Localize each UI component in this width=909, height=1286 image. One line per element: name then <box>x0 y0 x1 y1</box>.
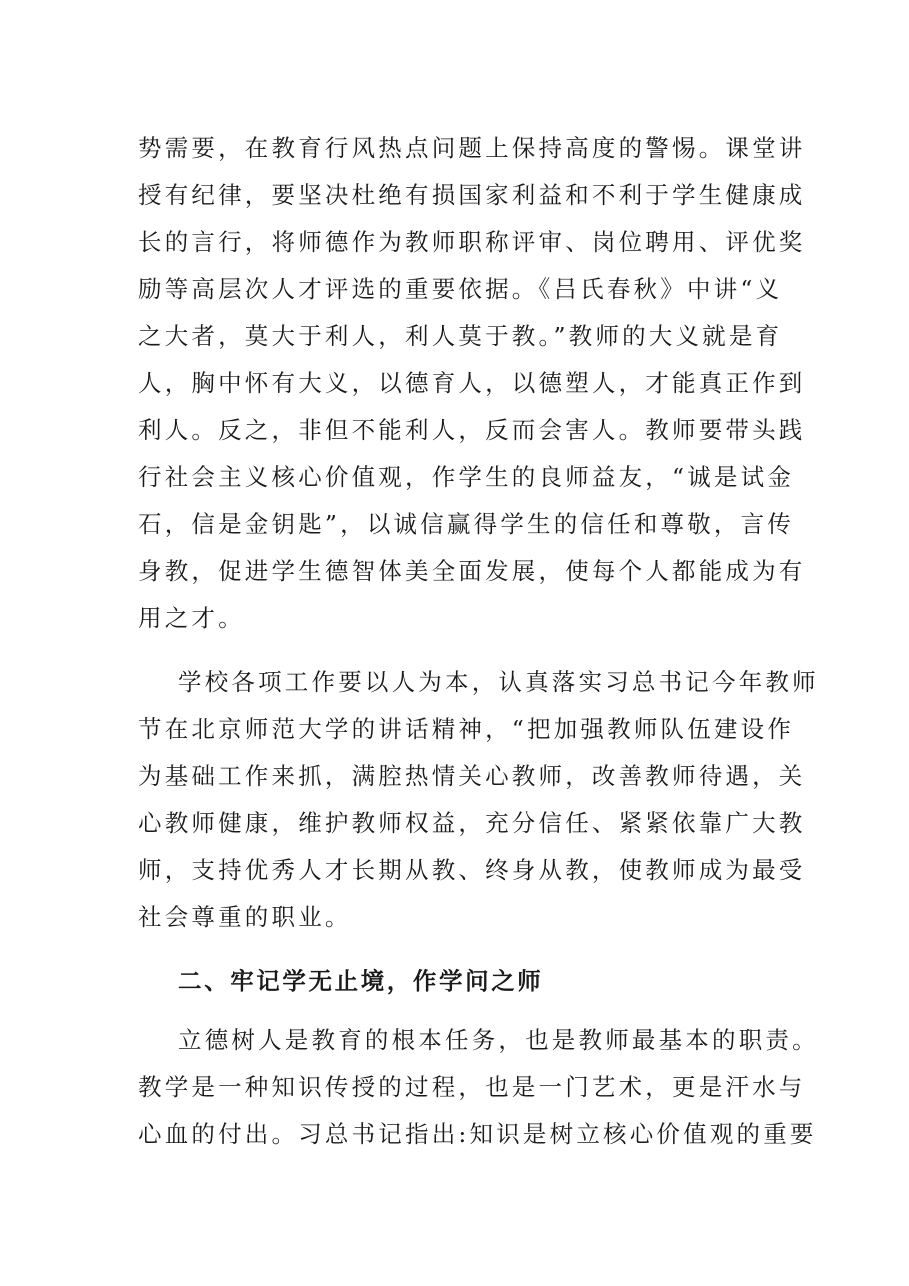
paragraph-2-line-3: 为基础工作来抓，满腔热情关心教师，改善教师待遇，关 <box>138 762 806 790</box>
paragraph-3-line-3: 心血的付出。习总书记指出:知识是树立核心价值观的重要 <box>138 1120 817 1148</box>
paragraph-1-line-7: 利人。反之，非但不能利人，反而会害人。教师要带头践 <box>138 416 806 444</box>
paragraph-3-line-1: 立德树人是教育的根本任务，也是教师最基本的职责。 <box>178 1026 819 1054</box>
paragraph-2-line-1: 学校各项工作要以人为本，认真落实习总书记今年教师 <box>178 668 819 696</box>
paragraph-2-line-5: 师，支持优秀人才长期从教、终身从教，使教师成为最受 <box>138 856 806 884</box>
paragraph-1-line-8: 行社会主义核心价值观，作学生的良师益友，“诚是试金 <box>138 463 795 491</box>
paragraph-1-line-4: 励等高层次人才评选的重要依据。《吕氏春秋》中讲“义 <box>138 275 783 303</box>
paragraph-1-line-5: 之大者，莫大于利人，利人莫于教。”教师的大义就是育 <box>138 322 783 350</box>
paragraph-2-line-2: 节在北京师范大学的讲话精神，“把加强教师队伍建设作 <box>138 715 795 743</box>
paragraph-2-line-6: 社会尊重的职业。 <box>138 903 352 931</box>
paragraph-1-line-10: 身教，促进学生德智体美全面发展，使每个人都能成为有 <box>138 557 806 585</box>
paragraph-1-line-9: 石，信是金钥匙”，以诚信赢得学生的信任和尊敬，言传 <box>138 510 795 538</box>
paragraph-1-line-6: 人，胸中怀有大义，以德育人，以德塑人，才能真正作到 <box>138 369 806 397</box>
paragraph-1-line-11: 用之才。 <box>138 604 245 632</box>
paragraph-2-line-4: 心教师健康，维护教师权益，充分信任、紧紧依靠广大教 <box>138 809 806 837</box>
paragraph-3-line-2: 教学是一种知识传授的过程，也是一门艺术，更是汗水与 <box>138 1073 806 1101</box>
paragraph-1-line-1: 势需要，在教育行风热点问题上保持高度的警惕。课堂讲 <box>138 134 806 162</box>
section-heading: 二、牢记学无止境，作学问之师 <box>178 967 544 995</box>
paragraph-1-line-2: 授有纪律，要坚决杜绝有损国家利益和不利于学生健康成 <box>138 181 806 209</box>
paragraph-1-line-3: 长的言行，将师德作为教师职称评审、岗位聘用、评优奖 <box>138 228 806 256</box>
